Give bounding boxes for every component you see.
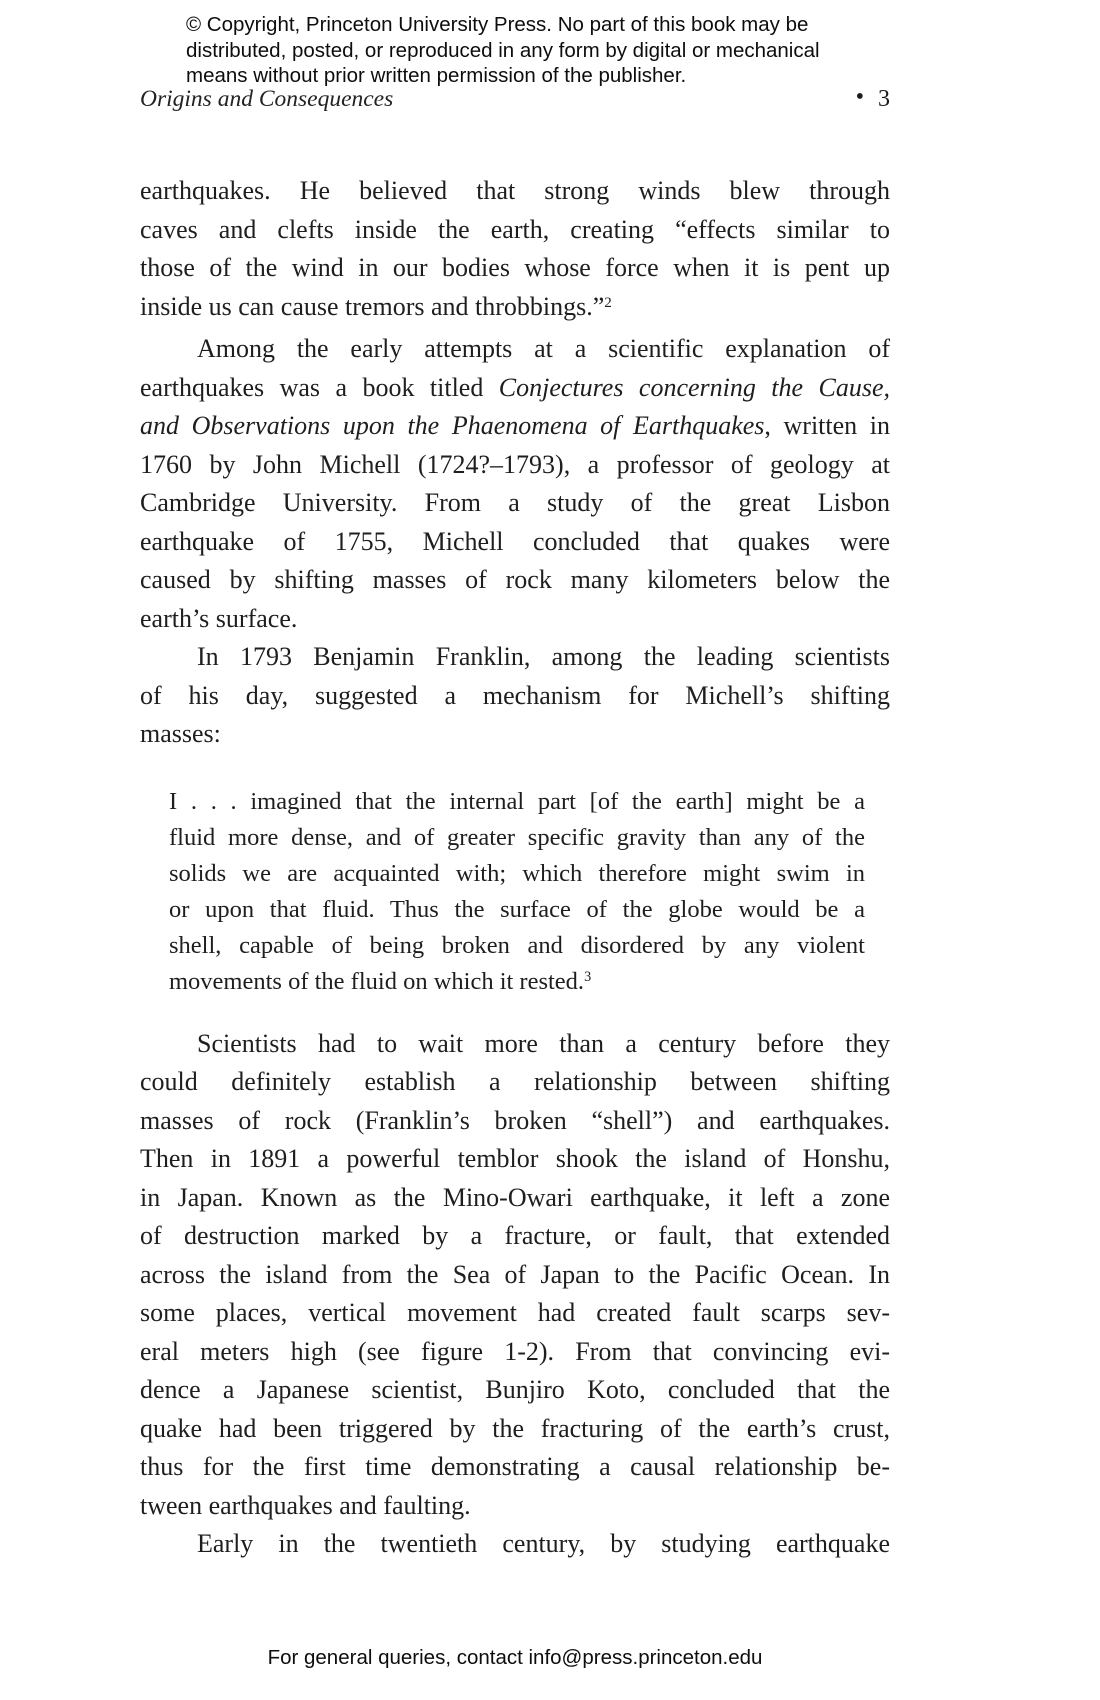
text-segment: earthquakes. He believed that strong winds blew through — [140, 176, 890, 205]
text-line — [140, 172, 890, 211]
text-line — [140, 1487, 890, 1526]
text-line — [169, 964, 865, 1003]
text-segment: earthquakes was a book titled — [140, 372, 499, 402]
bullet-icon: • — [855, 84, 864, 110]
text-segment: fluid more dense, and of greater specific gravity than any of the — [169, 823, 865, 851]
text-segment: some places, vertical movement had created fault scarps sev- — [140, 1298, 890, 1327]
text-segment: tween earthquakes and faulting. — [140, 1490, 471, 1520]
text-segment: solids we are acquainted with; which therefore might swim in — [169, 859, 865, 887]
text-line — [140, 1179, 890, 1218]
text-segment: Cambridge University. From a study of the great Lisbon — [140, 488, 890, 517]
text-line — [140, 638, 890, 677]
text-segment: 1760 by John Michell (1724?–1793), a professor of geology at — [140, 449, 890, 479]
text-line — [140, 523, 890, 562]
paragraph — [140, 1025, 890, 1526]
text-line — [140, 369, 890, 408]
text-segment: In 1793 Benjamin Franklin, among the leading scientists — [197, 642, 890, 671]
text-segment: thus for the first time demonstrating a causal relationship be- — [140, 1452, 890, 1481]
text-line — [140, 249, 890, 288]
text-line — [140, 1025, 890, 1064]
text-line — [140, 407, 890, 446]
text-line — [169, 856, 865, 892]
footnote-marker: 2 — [604, 294, 612, 311]
text-segment: masses: — [140, 719, 221, 748]
paragraph — [140, 1525, 890, 1564]
text-line — [169, 784, 865, 820]
text-line — [140, 1410, 890, 1449]
text-line — [169, 820, 865, 856]
paragraph — [140, 172, 890, 330]
text-segment: shell, capable of being broken and disordered by any violent — [169, 931, 865, 959]
text-segment: earthquake of 1755, Michell concluded that quakes were — [140, 526, 890, 556]
text-segment: dence a Japanese scientist, Bunjiro Koto, concluded that the — [140, 1375, 890, 1404]
text-line — [140, 1333, 890, 1372]
paragraph — [140, 638, 890, 754]
text-line — [140, 1294, 890, 1333]
text-line — [140, 1371, 890, 1410]
text-segment: quake had been triggered by the fracturing of the earth’s crust, — [140, 1413, 890, 1443]
copyright-line: means without prior written permission of the publisher. — [186, 64, 687, 87]
text-segment: earth’s surface. — [140, 603, 298, 633]
text-line — [169, 892, 865, 928]
page-number: 3 — [878, 86, 890, 112]
text-line — [140, 1256, 890, 1295]
block-quote — [169, 784, 865, 1003]
copyright-line: © Copyright, Princeton University Press. No part of this book may be — [186, 13, 809, 36]
text-segment: Scientists had to wait more than a century before they — [197, 1028, 890, 1058]
text-segment: movements of the fluid on which it rested. — [169, 967, 585, 995]
text-segment: Then in 1891 a powerful temblor shook the island of Honshu, — [140, 1144, 890, 1173]
body-text — [140, 172, 890, 1564]
text-segment: Early in the twentieth century, by studying earthquake — [197, 1529, 890, 1558]
text-segment: , written in — [764, 411, 890, 440]
text-line — [140, 1525, 890, 1564]
text-line — [169, 928, 865, 964]
text-line — [140, 484, 890, 523]
copyright-notice — [186, 12, 820, 89]
text-segment: eral meters high (see figure 1-2). From that convincing evi- — [140, 1336, 890, 1366]
text-segment: Conjectures concerning the Cause, — [498, 372, 891, 402]
text-line — [140, 561, 890, 600]
text-line — [140, 1217, 890, 1256]
text-line — [140, 288, 890, 331]
text-segment: of destruction marked by a fracture, or fault, that extended — [140, 1221, 890, 1250]
running-title: Origins and Consequences — [140, 86, 394, 112]
text-segment: in Japan. Known as the Mino-Owari earthquake, it left a zone — [140, 1182, 890, 1212]
text-segment: across the island from the Sea of Japan to the Pacific Ocean. In — [140, 1259, 890, 1289]
text-segment: masses of rock (Franklin’s broken “shell”) and earthquakes. — [140, 1105, 890, 1135]
copyright-line: distributed, posted, or reproduced in any form by digital or mechanical — [186, 38, 820, 62]
text-line — [140, 211, 890, 250]
text-line — [140, 330, 890, 369]
text-line — [140, 715, 890, 754]
text-line — [140, 446, 890, 485]
text-segment: or upon that fluid. Thus the surface of the globe would be a — [169, 895, 865, 923]
text-line — [140, 1140, 890, 1179]
text-line — [140, 677, 890, 716]
text-segment: caused by shifting masses of rock many kilometers below the — [140, 565, 890, 594]
text-segment: and Observations upon the Phaenomena of Earthquakes — [140, 411, 765, 440]
text-line — [140, 1102, 890, 1141]
page-number-group — [856, 86, 890, 113]
footnote-marker: 3 — [584, 969, 592, 986]
text-segment: of his day, suggested a mechanism for Michell’s shifting — [140, 680, 890, 710]
paragraph — [140, 330, 890, 638]
text-line — [140, 1063, 890, 1102]
running-header — [140, 86, 890, 113]
text-segment: caves and clefts inside the earth, creating “effects similar to — [140, 214, 890, 244]
text-segment: could definitely establish a relationship between shifting — [140, 1067, 890, 1096]
text-line — [140, 600, 890, 639]
text-segment: I . . . imagined that the internal part [of the earth] might be a — [169, 787, 865, 815]
text-line — [140, 1448, 890, 1487]
text-segment: Among the early attempts at a scientific explanation of — [197, 334, 890, 363]
text-segment: those of the wind in our bodies whose force when it is pent up — [140, 253, 890, 282]
footer-contact: For general queries, contact info@press.princeton.edu — [267, 1646, 763, 1669]
text-segment: inside us can cause tremors and throbbings.” — [140, 291, 605, 321]
